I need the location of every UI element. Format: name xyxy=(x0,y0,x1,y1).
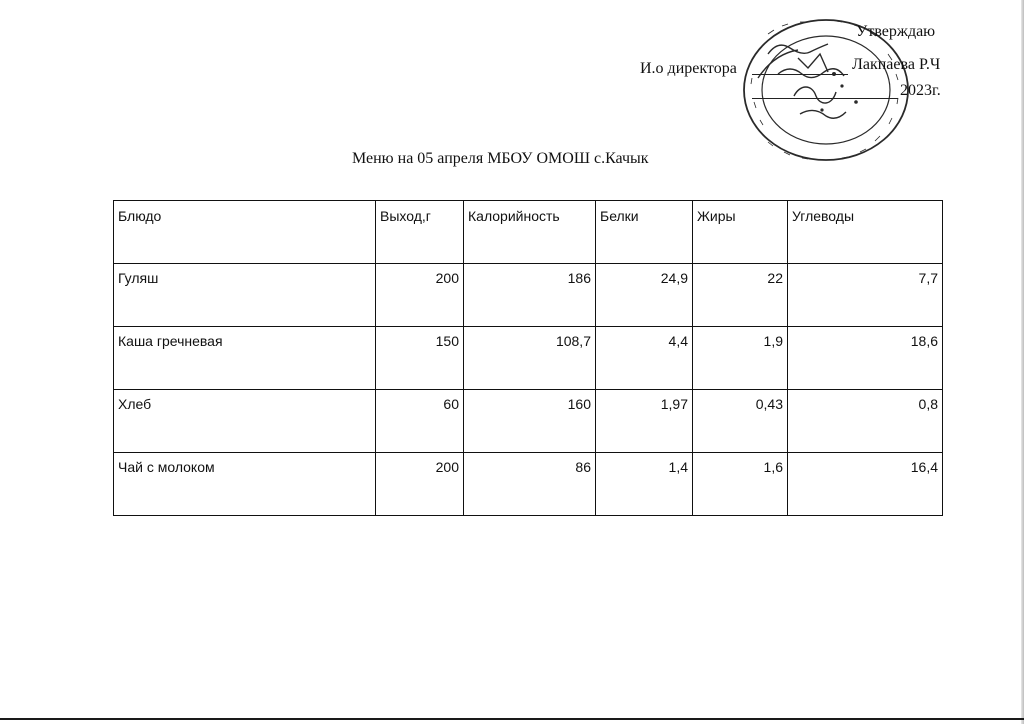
dish-name: Хлеб xyxy=(114,390,376,453)
proteins-value: 1,97 xyxy=(596,390,693,453)
carbs-value: 0,8 xyxy=(788,390,943,453)
yield-value: 60 xyxy=(376,390,464,453)
page-bottom-edge xyxy=(0,718,1024,720)
proteins-value: 24,9 xyxy=(596,264,693,327)
fats-value: 1,9 xyxy=(693,327,788,390)
calories-value: 86 xyxy=(464,453,596,516)
director-name: Лакпаева Р.Ч xyxy=(852,56,941,73)
page-title: Меню на 05 апреля МБОУ ОМОШ с.Качык xyxy=(352,150,649,167)
dish-name: Каша гречневая xyxy=(114,327,376,390)
column-header-yield: Выход,г xyxy=(376,201,464,264)
column-header-dish: Блюдо xyxy=(114,201,376,264)
dish-name: Гуляш xyxy=(114,264,376,327)
director-label: И.о директора xyxy=(640,60,737,77)
carbs-value: 16,4 xyxy=(788,453,943,516)
table-row xyxy=(114,264,943,327)
proteins-value: 4,4 xyxy=(596,327,693,390)
menu-table xyxy=(113,200,943,516)
dish-name: Чай с молоком xyxy=(114,453,376,516)
fats-value: 0,43 xyxy=(693,390,788,453)
proteins-value: 1,4 xyxy=(596,453,693,516)
table-row xyxy=(114,327,943,390)
approval-date: 2023г. xyxy=(900,82,941,99)
carbs-value: 7,7 xyxy=(788,264,943,327)
column-header-calories: Калорийность xyxy=(464,201,596,264)
column-header-proteins: Белки xyxy=(596,201,693,264)
calories-value: 108,7 xyxy=(464,327,596,390)
table-header-row xyxy=(114,201,943,264)
fats-value: 1,6 xyxy=(693,453,788,516)
approval-block xyxy=(0,0,1024,140)
calories-value: 160 xyxy=(464,390,596,453)
yield-value: 150 xyxy=(376,327,464,390)
yield-value: 200 xyxy=(376,264,464,327)
table-row xyxy=(114,390,943,453)
date-line xyxy=(752,98,898,99)
fats-value: 22 xyxy=(693,264,788,327)
column-header-fats: Жиры xyxy=(693,201,788,264)
approve-label: Утверждаю xyxy=(856,23,936,40)
yield-value: 200 xyxy=(376,453,464,516)
carbs-value: 18,6 xyxy=(788,327,943,390)
table-row xyxy=(114,453,943,516)
column-header-carbs: Углеводы xyxy=(788,201,943,264)
calories-value: 186 xyxy=(464,264,596,327)
signature-line xyxy=(752,74,848,75)
